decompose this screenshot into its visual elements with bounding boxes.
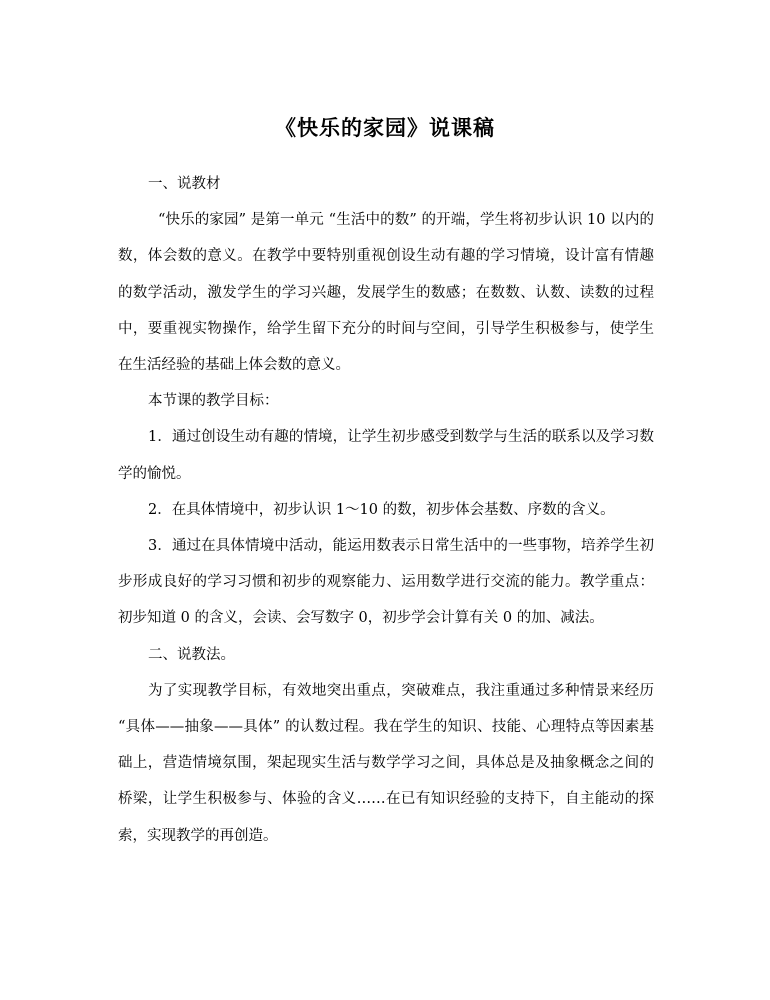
objective-item-1: 1．通过创设生动有趣的情境，让学生初步感受到数学与生活的联系以及学习数学的愉悦。 xyxy=(118,429,654,482)
objective-item-3: 3．通过在具体情境中活动，能运用数表示日常生活中的一些事物，培养学生初步形成良好的学习习惯和初步的观察能力、运用数学进行交流的能力。教学重点：初步知道 0 的含义，会读、会写数字 0，初步学会计算有关 0 的加、减法。 xyxy=(118,538,654,627)
paragraph-teaching-method: 为了实现教学目标，有效地突出重点，突破难点，我注重通过多种情景来经历 “具体——抽象——具体” 的认数过程。我在学生的知识、技能、心理特点等因素基础上，营造情境氛围，架起现实生活与数学学习之间，具体总是及抽象概念之间的桥梁，让学生积极参与、体验的含义……在已有知识经验的支持下，自主能动的探索，实现教学的再创造。 xyxy=(118,682,654,844)
paragraph-textbook-description: “快乐的家园” 是第一单元 “生活中的数” 的开端，学生将初步认识 10 以内的数，体会数的意义。在教学中要特别重视创设生动有趣的学习情境，设计富有情趣的数学活动，激发学生的学习兴趣，发展学生的数感；在数数、认数、读数的过程中，要重视实物操作，给学生留下充分的时间与空间，引导学生积极参与，使学生在生活经验的基础上体会数的意义。 xyxy=(118,212,654,374)
paragraph-objectives-heading: 本节课的教学目标： xyxy=(148,393,279,410)
section-heading-teaching-method: 二、说教法。 xyxy=(148,646,235,663)
objective-item-2: 2．在具体情境中，初步认识 1～10 的数，初步体会基数、序数的含义。 xyxy=(148,501,615,518)
document-title: 《快乐的家园》说课稿 xyxy=(275,115,495,140)
document-body xyxy=(118,166,654,854)
section-heading-textbook: 一、说教材 xyxy=(148,176,221,192)
